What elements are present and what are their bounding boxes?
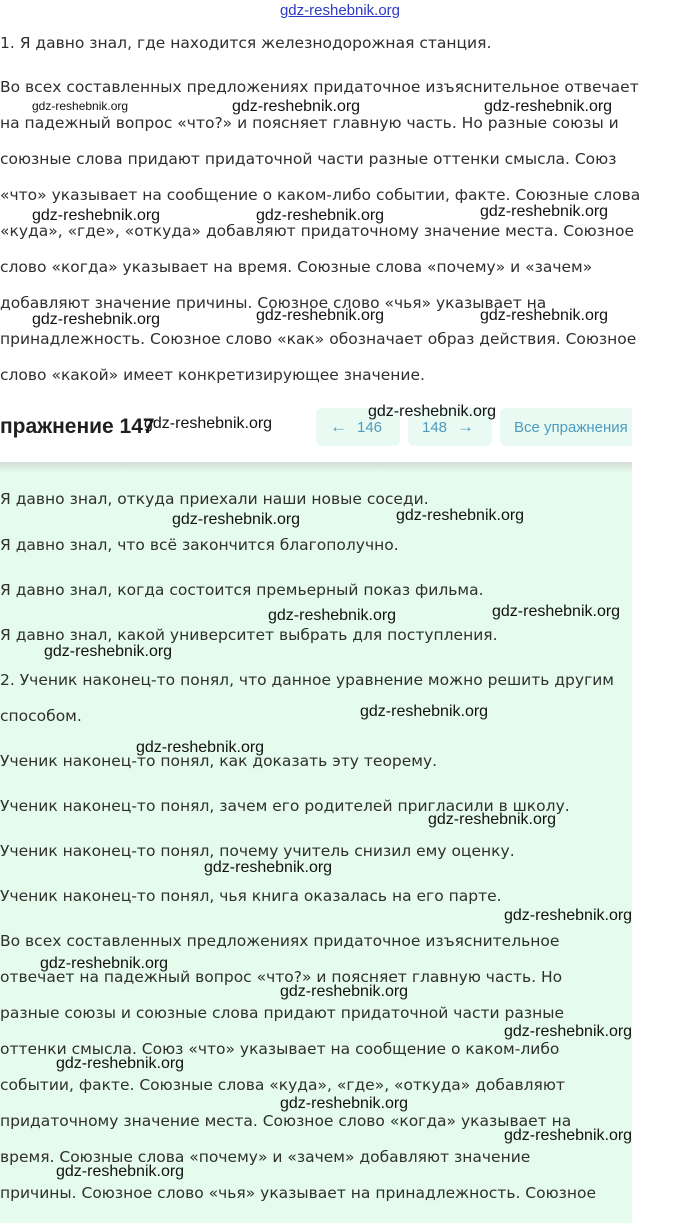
watermark: gdz-reshebnik.org — [56, 1055, 185, 1072]
watermark: gdz-reshebnik.org — [480, 307, 609, 324]
solution-line: способом. — [0, 707, 82, 725]
header-shadow — [0, 462, 632, 472]
solution-line: отвечает на падежный вопрос «что?» и поясняет главную часть. Но — [0, 968, 563, 986]
watermark: gdz-reshebnik.org — [232, 98, 361, 115]
solution-line: Я давно знал, что всё закончится благополучно. — [0, 536, 399, 554]
solution-line: время. Союзные слова «почему» и «зачем» добавляют значение — [0, 1148, 531, 1166]
solution-line: Ученик наконец-то понял, зачем его родителей пригласили в школу. — [0, 797, 570, 815]
solution-line: Я давно знал, какой университет выбрать для поступления. — [0, 626, 498, 644]
watermark: gdz-reshebnik.org — [428, 811, 557, 828]
text-line: «что» указывает на сообщение о каком-либо событии, факте. Союзные слова — [0, 186, 641, 204]
watermark: gdz-reshebnik.org — [484, 98, 613, 115]
watermark: gdz-reshebnik.org — [280, 983, 409, 1000]
watermark: gdz-reshebnik.org — [144, 415, 273, 432]
solution-line: Я давно знал, откуда приехали наши новые соседи. — [0, 490, 429, 508]
solution-line: Ученик наконец-то понял, почему учитель снизил ему оценку. — [0, 842, 515, 860]
watermark: gdz-reshebnik.org — [268, 607, 397, 624]
text-line: «куда», «где», «откуда» добавляют придаточному значение места. Союзное — [0, 222, 635, 240]
watermark: gdz-reshebnik.org — [504, 907, 633, 924]
solution-line: оттенки смысла. Союз «что» указывает на сообщение о каком-либо — [0, 1040, 560, 1058]
text-line: добавляют значение причины. Союзное слово «чья» указывает на — [0, 294, 547, 312]
all-exercises-button[interactable] — [500, 408, 632, 446]
arrow-right-icon: → — [457, 417, 475, 436]
text-line: слово «какой» имеет конкретизирующее значение. — [0, 366, 425, 384]
watermark: gdz-reshebnik.org — [172, 511, 301, 528]
watermark: gdz-reshebnik.org — [32, 99, 129, 113]
arrow-left-icon: ← — [330, 417, 347, 436]
watermark: gdz-reshebnik.org — [32, 311, 161, 328]
text-line: слово «когда» указывает на время. Союзные слова «почему» и «зачем» — [0, 258, 593, 276]
watermark: gdz-reshebnik.org — [256, 307, 385, 324]
solution-line: Ученик наконец-то понял, чья книга оказалась на его парте. — [0, 887, 502, 905]
watermark: gdz-reshebnik.org — [56, 1163, 185, 1180]
watermark: gdz-reshebnik.org — [368, 403, 497, 420]
watermark: gdz-reshebnik.org — [360, 703, 489, 720]
all-exercises-label: Все упражнения — [514, 418, 628, 436]
solution-line: разные союзы и союзные слова придают придаточной части разные — [0, 1004, 564, 1022]
solution-line: причины. Союзное слово «чья» указывает на принадлежность. Союзное — [0, 1184, 597, 1202]
solution-line: Я давно знал, когда состоится премьерный показ фильма. — [0, 581, 484, 599]
solution-line: 2. Ученик наконец-то понял, что данное уравнение можно решить другим — [0, 671, 614, 689]
prev-exercise-label: 146 — [357, 418, 383, 436]
watermark: gdz-reshebnik.org — [204, 859, 333, 876]
text-line: на падежный вопрос «что?» и поясняет главную часть. Но разные союзы и — [0, 114, 619, 132]
solution-line: Ученик наконец-то понял, как доказать эту теорему. — [0, 752, 438, 770]
watermark: gdz-reshebnik.org — [504, 1127, 633, 1144]
watermark: gdz-reshebnik.org — [44, 643, 173, 660]
watermark: gdz-reshebnik.org — [480, 203, 609, 220]
watermark: gdz-reshebnik.org — [280, 1095, 409, 1112]
exercise-title: пражнение 147 — [0, 415, 155, 438]
solution-line: Во всех составленных предложениях придаточное изъяснительное — [0, 932, 560, 950]
watermark: gdz-reshebnik.org — [136, 739, 265, 756]
watermark: gdz-reshebnik.org — [504, 1023, 633, 1040]
next-exercise-label: 148 — [422, 418, 448, 436]
text-line: союзные слова придают придаточной части разные оттенки смысла. Союз — [0, 150, 617, 168]
site-link-top[interactable]: gdz-reshebnik.org — [279, 2, 401, 19]
watermark: gdz-reshebnik.org — [396, 507, 525, 524]
watermark: gdz-reshebnik.org — [32, 207, 161, 224]
watermark: gdz-reshebnik.org — [256, 207, 385, 224]
watermark: gdz-reshebnik.org — [492, 603, 621, 620]
text-line: принадлежность. Союзное слово «как» обозначает образ действия. Союзное — [0, 330, 637, 348]
text-line: Во всех составленных предложениях придаточное изъяснительное отвечает — [0, 78, 639, 96]
solution-line: событии, факте. Союзные слова «куда», «где», «откуда» добавляют — [0, 1076, 565, 1094]
watermark: gdz-reshebnik.org — [40, 955, 169, 972]
text-line: 1. Я давно знал, где находится железнодорожная станция. — [0, 34, 492, 52]
solution-line: придаточному значение места. Союзное слово «когда» указывает на — [0, 1112, 572, 1130]
